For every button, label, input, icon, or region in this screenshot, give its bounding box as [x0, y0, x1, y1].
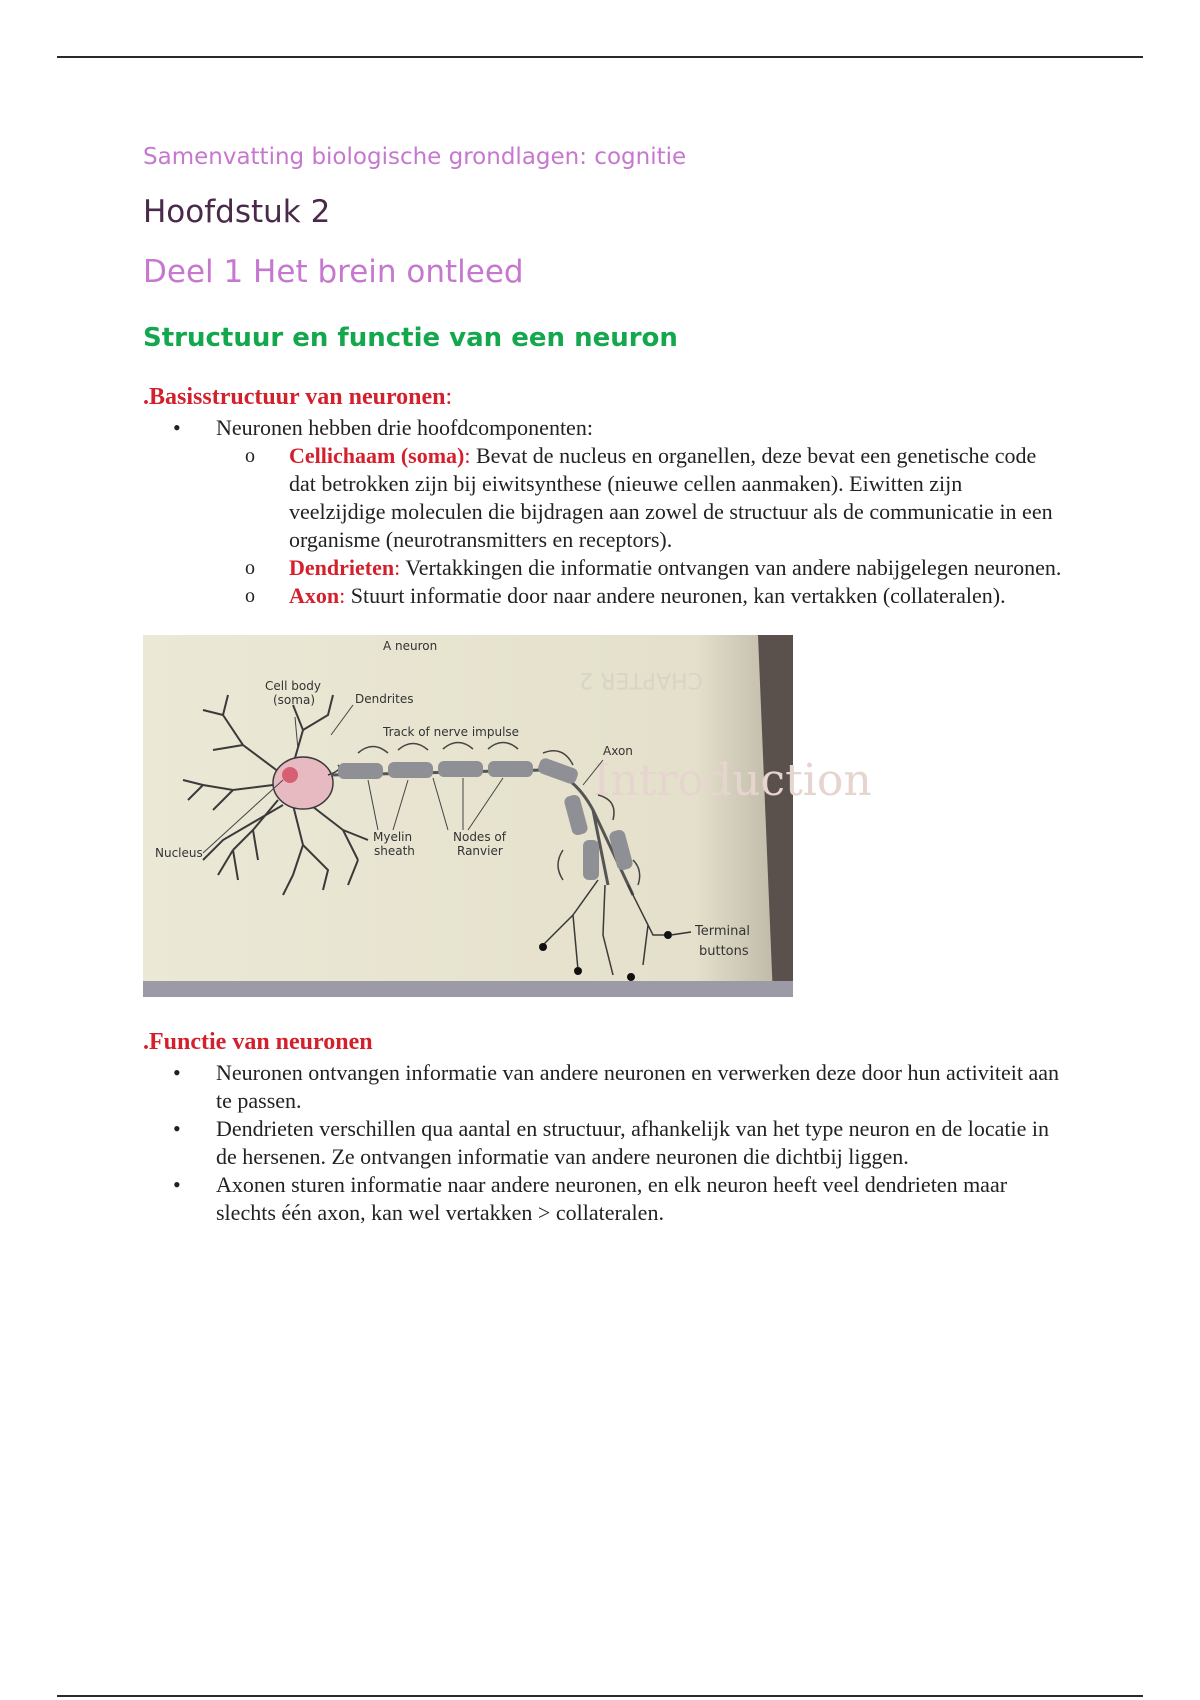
neuron-figure [143, 635, 872, 997]
basic-structure-heading [143, 380, 1063, 414]
component-item-dendrites [216, 554, 1063, 582]
page-bottom-shadow [143, 981, 793, 997]
label-ranvier: Ranvier [457, 844, 503, 858]
component-text: Bevat de nucleus en organellen, deze bevat een genetische code dat betrokken zijn bij eiwitsynthese (nieuwe cellen aanmaken). Eiwitten zijn veelzijdige moleculen die bijdragen aan zowel de structuur als de communicatie in een organisme (neurotransmitters en receptors). [289, 443, 1053, 552]
label-cell-body: Cell body [265, 679, 321, 693]
myelin-segment [438, 761, 483, 777]
bullet-icon: • [173, 1116, 181, 1141]
label-nucleus: Nucleus [155, 846, 203, 860]
term-separator: : [339, 583, 346, 608]
terminal-button [664, 931, 672, 939]
label-nodes: Nodes of [453, 830, 506, 844]
basic-structure-list [143, 414, 1063, 610]
bullet-icon: • [173, 415, 181, 440]
list-item-text: Neuronen ontvangen informatie van andere neuronen en verwerken deze door hun activiteit aan te passen. [216, 1060, 1059, 1113]
terminal-button [539, 943, 547, 951]
bullet-icon: • [173, 1172, 181, 1197]
myelin-segment [488, 761, 533, 777]
list-item-text: Neuronen hebben drie hoofdcomponenten: [216, 415, 593, 440]
header-rule [57, 56, 1143, 58]
footer-rule [57, 1695, 1143, 1697]
myelin-segment [338, 763, 383, 779]
label-track: Track of nerve impulse [383, 725, 520, 739]
label-myelin: Myelin [373, 830, 413, 844]
list-item [143, 414, 1063, 610]
background-introduction-text: Introduction [593, 755, 872, 806]
bullet-icon: • [173, 1060, 181, 1085]
terminal-button [574, 967, 582, 975]
term-separator: : [394, 555, 401, 580]
myelin-segment [583, 840, 599, 880]
neuron-diagram [143, 635, 872, 997]
section-title: Structuur en functie van een neuron [143, 323, 678, 353]
heading-colon: : [445, 384, 453, 410]
term-dendrites: Dendrieten [289, 555, 395, 580]
list-item-text: Dendrieten verschillen qua aantal en structuur, afhankelijk van het type neuron en de locatie in de hersenen. Ze ontvangen informatie van andere neuronen die dichtbij liggen. [216, 1116, 1049, 1169]
figure-title: A neuron [383, 639, 438, 653]
components-list [216, 442, 1063, 610]
list-item [143, 1115, 1063, 1171]
term-separator: : [464, 443, 471, 468]
component-text: Stuurt informatie door naar andere neuronen, kan vertakken (collateralen). [345, 583, 1006, 608]
sub-bullet-icon: o [245, 445, 255, 467]
label-axon: Axon [603, 744, 633, 758]
label-terminal: Terminal [695, 924, 750, 939]
label-dendrites: Dendrites [355, 692, 414, 706]
label-sheath: sheath [374, 844, 415, 858]
component-item-axon [216, 582, 1063, 610]
list-item [143, 1059, 1063, 1115]
sub-bullet-icon: o [245, 557, 255, 579]
component-text: Vertakkingen die informatie ontvangen van andere nabijgelegen neuronen. [400, 555, 1062, 580]
term-axon: Axon [289, 583, 340, 608]
list-item [143, 1171, 1063, 1227]
terminal-button [627, 973, 635, 981]
function-list [143, 1059, 1063, 1227]
basic-structure-heading-text: .Basisstructuur van neuronen [143, 384, 446, 410]
myelin-segment [388, 762, 433, 778]
document-subtitle: Samenvatting biologische grondlagen: cognitie [143, 144, 687, 170]
cell-body [273, 757, 333, 809]
part-heading: Deel 1 Het brein ontleed [143, 254, 524, 290]
sub-bullet-icon: o [245, 585, 255, 607]
background-chapter-text: CHAPTER 2 [579, 667, 703, 692]
term-soma: Cellichaam (soma) [289, 443, 465, 468]
label-buttons: buttons [699, 944, 749, 959]
function-heading: .Functie van neuronen [143, 1029, 373, 1055]
page-content [143, 140, 1063, 1227]
chapter-heading: Hoofdstuk 2 [143, 194, 331, 230]
component-item-soma [216, 442, 1063, 554]
label-soma: (soma) [273, 693, 315, 707]
nucleus [282, 767, 298, 783]
list-item-text: Axonen sturen informatie naar andere neuronen, en elk neuron heeft veel dendrieten maar slechts één axon, kan wel vertakken > collateralen. [216, 1172, 1008, 1225]
